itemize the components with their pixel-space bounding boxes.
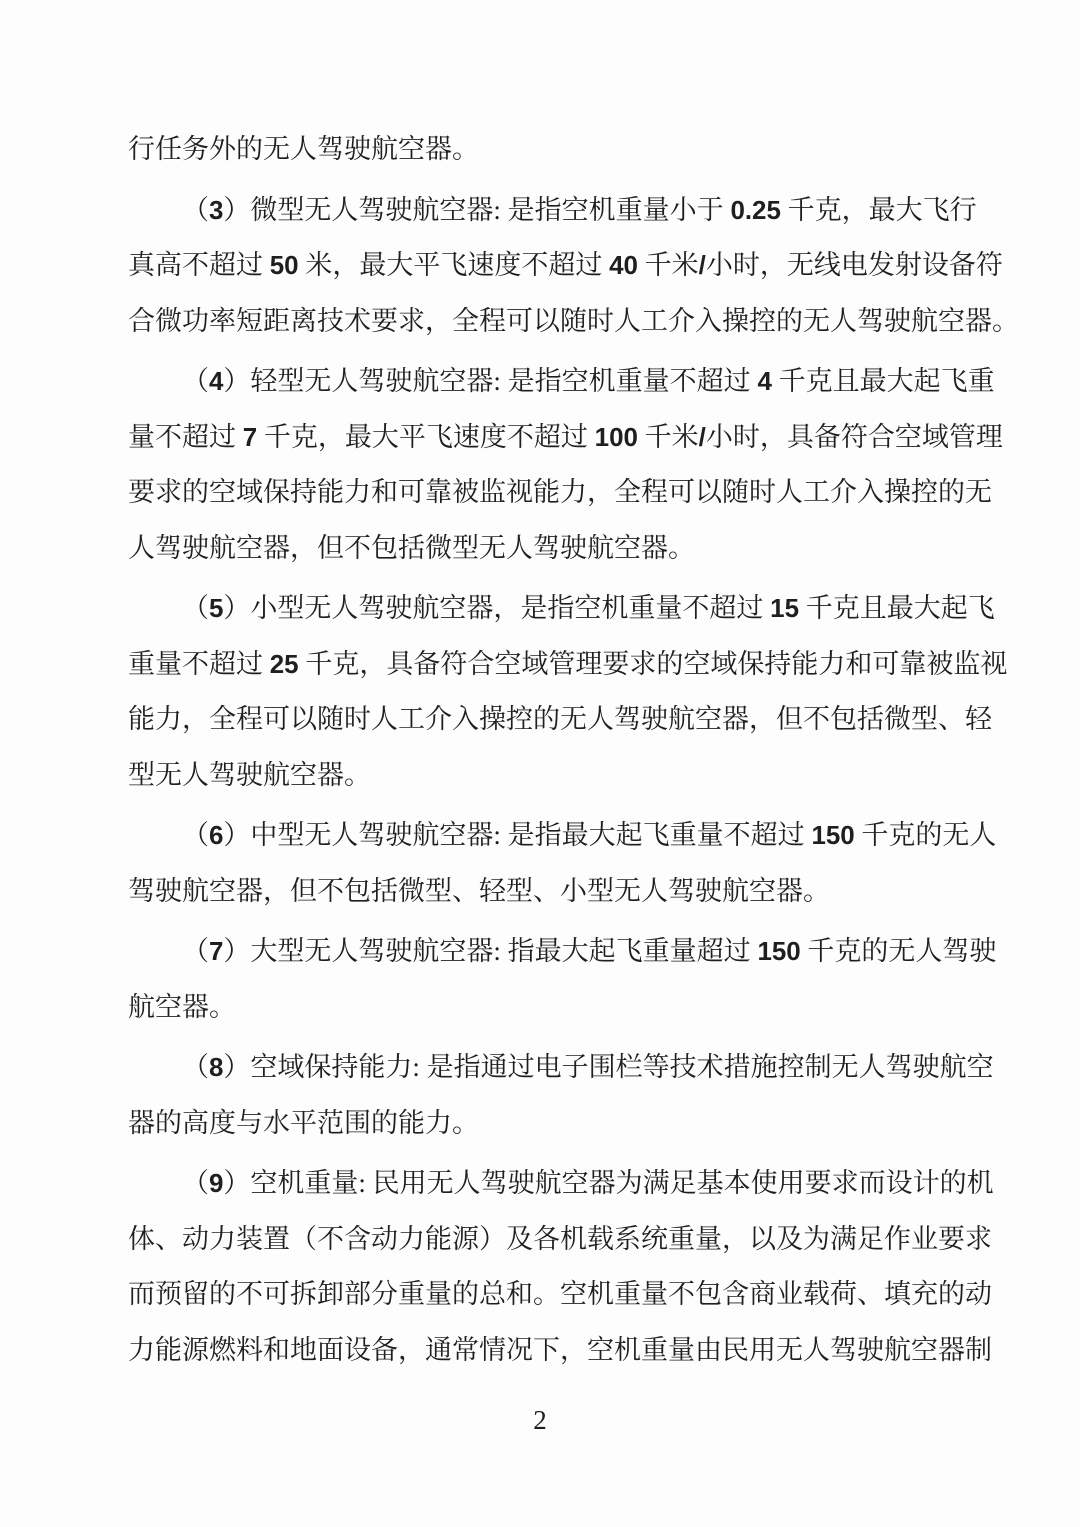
text-line: 力能源燃料和地面设备，通常情况下，空机重量由民用无人驾驶航空器制 [128,1334,992,1365]
text-line: （4）轻型无人驾驶航空器: 是指空机重量不超过 4 千克且最大起飞重 [182,366,995,396]
numeric-value: 9 [209,1170,224,1198]
numeric-value: 50 [269,252,299,280]
text-line: 量不超过 7 千克，最大平飞速度不超过 100 千米/小时，具备符合空域管理 [128,421,1003,452]
text-line: 要求的空域保持能力和可靠被监视能力，全程可以随时人工介入操控的无 [128,477,992,507]
text-line: 人驾驶航空器，但不包括微型无人驾驶航空器。 [128,532,695,563]
paragraph [128,808,997,919]
numeric-value: 7 [209,938,224,966]
numeric-value: 0.25 [730,196,781,225]
numeric-value: 3 [209,196,224,225]
paragraph [128,354,1003,576]
text-line: （7）大型无人驾驶航空器: 指最大起飞重量超过 150 千克的无人驾驶 [182,936,997,966]
text-line: 航空器。 [128,991,236,1022]
paragraph [128,1156,994,1378]
text-line: 合微功率短距离技术要求，全程可以随时人工介入操控的无人驾驶航空器。 [128,305,1019,336]
text-line: （9）空机重量: 民用无人驾驶航空器为满足基本使用要求而设计的机 [182,1168,994,1198]
text-line: （5）小型无人驾驶航空器，是指空机重量不超过 15 千克且最大起飞 [182,593,995,623]
numeric-value: 25 [269,650,299,679]
numeric-value: 6 [209,822,224,850]
numeric-value: 8 [209,1054,224,1082]
text-line: 能力，全程可以随时人工介入操控的无人驾驶航空器，但不包括微型、轻 [128,704,992,734]
numeric-value: 4 [757,368,772,396]
numeric-value: / [698,423,706,452]
numeric-value: 100 [594,423,638,452]
text-line: （6）中型无人驾驶航空器: 是指最大起飞重量不超过 150 千克的无人 [182,820,997,850]
numeric-value: 4 [209,368,224,396]
paragraph [128,924,997,1035]
numeric-value: 150 [811,822,855,850]
paragraph [128,183,1019,350]
numeric-value: 7 [242,423,258,452]
text-line: 真高不超过 50 米，最大平飞速度不超过 40 千米/小时，无线电发射设备符 [128,250,1003,280]
numeric-value: 5 [209,595,224,623]
text-line: 驾驶航空器，但不包括微型、轻型、小型无人驾驶航空器。 [128,875,830,906]
text-line: 重量不超过 25 千克，具备符合空域管理要求的空域保持能力和可靠被监视 [128,648,1008,679]
numeric-value: 40 [609,252,638,280]
numeric-value: 150 [757,938,801,966]
page-number: 2 [533,1405,547,1435]
text-line: 器的高度与水平范围的能力。 [128,1107,479,1138]
text-line: 而预留的不可拆卸部分重量的总和。空机重量不包含商业载荷、填充的动 [128,1279,992,1309]
paragraph [128,1040,994,1151]
text-line: 行任务外的无人驾驶航空器。 [128,134,479,164]
text-line: （8）空域保持能力: 是指通过电子围栏等技术措施控制无人驾驶航空 [182,1052,994,1082]
text-line: （3）微型无人驾驶航空器: 是指空机重量小于 0.25 千克，最大飞行 [182,194,977,225]
paragraph [128,581,1008,803]
document-body [128,122,1019,1378]
text-line: 体、动力装置（不含动力能源）及各机载系统重量，以及为满足作业要求 [128,1223,992,1254]
numeric-value: / [698,252,706,280]
paragraph [128,122,955,178]
text-line: 型无人驾驶航空器。 [128,759,371,790]
numeric-value: 15 [770,595,799,623]
